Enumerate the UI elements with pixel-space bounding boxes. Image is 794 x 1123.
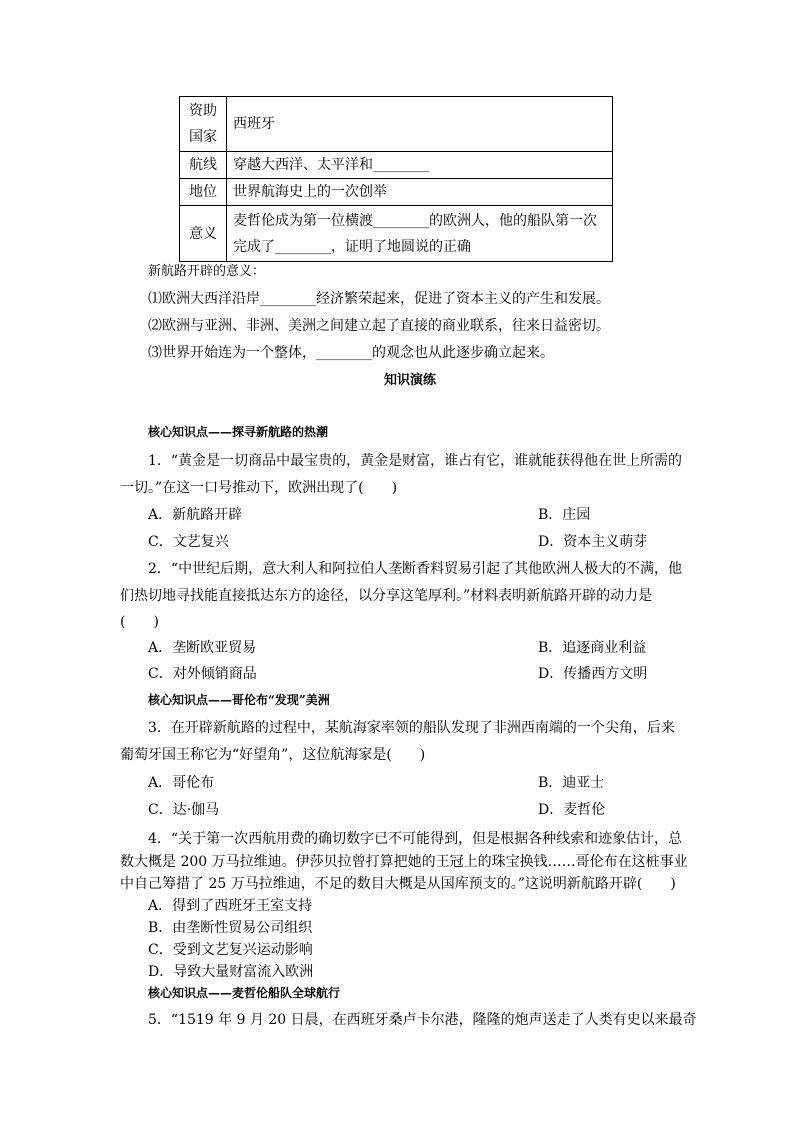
question-line: 葡萄牙国王称它为“好望角”，这位航海家是( ): [120, 747, 426, 763]
option-d[interactable]: D．资本主义萌芽: [538, 534, 648, 550]
question-line: 2．“中世纪后期，意大利人和阿拉伯人垄断香料贸易引起了其他欧洲人极大的不满，他: [148, 561, 683, 577]
option-c[interactable]: C．对外倾销商品: [148, 666, 257, 682]
question-line: 们热切地寻找能直接抵达东方的途径，以分享这笔厚利。”材料表明新航路开辟的动力是: [120, 588, 653, 604]
section-title: 知识演练: [384, 373, 437, 388]
question-line: 4．“关于第一次西航用费的确切数字已不可能得到，但是根据各种线索和迹象估计，总: [148, 831, 683, 847]
question-line: 中自己筹措了 25 万马拉维迪，不足的数目大概是从国库预支的。”这说明新航路开辟( ): [120, 876, 676, 892]
option-b[interactable]: B．庄园: [538, 507, 591, 523]
label-line: 资助: [189, 103, 217, 119]
question-line: ( ): [120, 614, 159, 630]
significance-item: ⑵欧洲与亚洲、非洲、美洲之间建立起了直接的商业联系，往来日益密切。: [148, 318, 610, 334]
row-label: 地位: [180, 179, 227, 206]
question-line: 一切。”在这一口号推动下，欧洲出现了( ): [120, 480, 398, 496]
option-b[interactable]: B．追逐商业利益: [538, 640, 647, 656]
question-line: 1．“黄金是一切商品中最宝贵的，黄金是财富，谁占有它，谁就能获得他在世上所需的: [148, 453, 683, 469]
option-c[interactable]: C．文艺复兴: [148, 534, 229, 550]
row-label: [180, 97, 227, 152]
option-a[interactable]: A．得到了西班牙王室支持: [148, 898, 313, 914]
option-b[interactable]: B．由垄断性贸易公司组织: [148, 920, 313, 936]
question-line: 数大概是 200 万马拉维迪。伊莎贝拉曾打算把她的王冠上的珠宝换钱……哥伦布在这桩事业: [120, 854, 688, 870]
topic-heading: 核心知识点——探寻新航路的热潮: [148, 425, 329, 439]
option-a[interactable]: A．垄断欧亚贸易: [148, 640, 257, 656]
option-d[interactable]: D．麦哲伦: [538, 802, 606, 818]
option-a[interactable]: A．新航路开辟: [148, 507, 243, 523]
row-label: 意义: [180, 206, 227, 262]
row-value: 西班牙: [227, 97, 613, 152]
topic-heading: 核心知识点——哥伦布“发现”美洲: [148, 693, 330, 707]
value-line: 完成了________，证明了地圆说的正确: [233, 238, 471, 255]
option-c[interactable]: C．达·伽马: [148, 802, 220, 818]
option-c[interactable]: C．受到文艺复兴运动影响: [148, 942, 313, 958]
label-line: 国家: [189, 129, 217, 145]
option-d[interactable]: D．导致大量财富流入欧洲: [148, 964, 314, 980]
option-d[interactable]: D．传播西方文明: [538, 666, 648, 682]
table-row: [180, 97, 613, 152]
option-a[interactable]: A．哥伦布: [148, 775, 215, 791]
row-label: 航线: [180, 152, 227, 179]
question-line: 5．“1519 年 9 月 20 日晨，在西班牙桑卢卡尔港，隆隆的炮声送走了人类有史以来最奇: [148, 1012, 697, 1028]
table-row: [180, 152, 613, 179]
question-line: 3．在开辟新航路的过程中，某航海家率领的船队发现了非洲西南端的一个尖角，后来: [148, 720, 675, 736]
row-value: 世界航海史上的一次创举: [227, 179, 613, 206]
significance-heading: 新航路开辟的意义：: [148, 264, 266, 279]
row-value: [227, 206, 613, 262]
value-line: 麦哲伦成为第一位横渡________的欧洲人，他的船队第一次: [233, 212, 597, 229]
table-row: [180, 179, 613, 206]
option-b[interactable]: B．迪亚士: [538, 775, 605, 791]
row-value: 穿越大西洋、太平洋和________: [227, 152, 613, 179]
significance-item: ⑴欧洲大西洋沿岸________经济繁荣起来，促进了资本主义的产生和发展。: [148, 291, 610, 307]
table-row: [180, 206, 613, 262]
info-table: [179, 96, 613, 262]
topic-heading: 核心知识点——麦哲伦船队全球航行: [148, 986, 341, 1000]
significance-item: ⑶世界开始连为一个整体，________的观念也从此逐步确立起来。: [148, 345, 554, 361]
